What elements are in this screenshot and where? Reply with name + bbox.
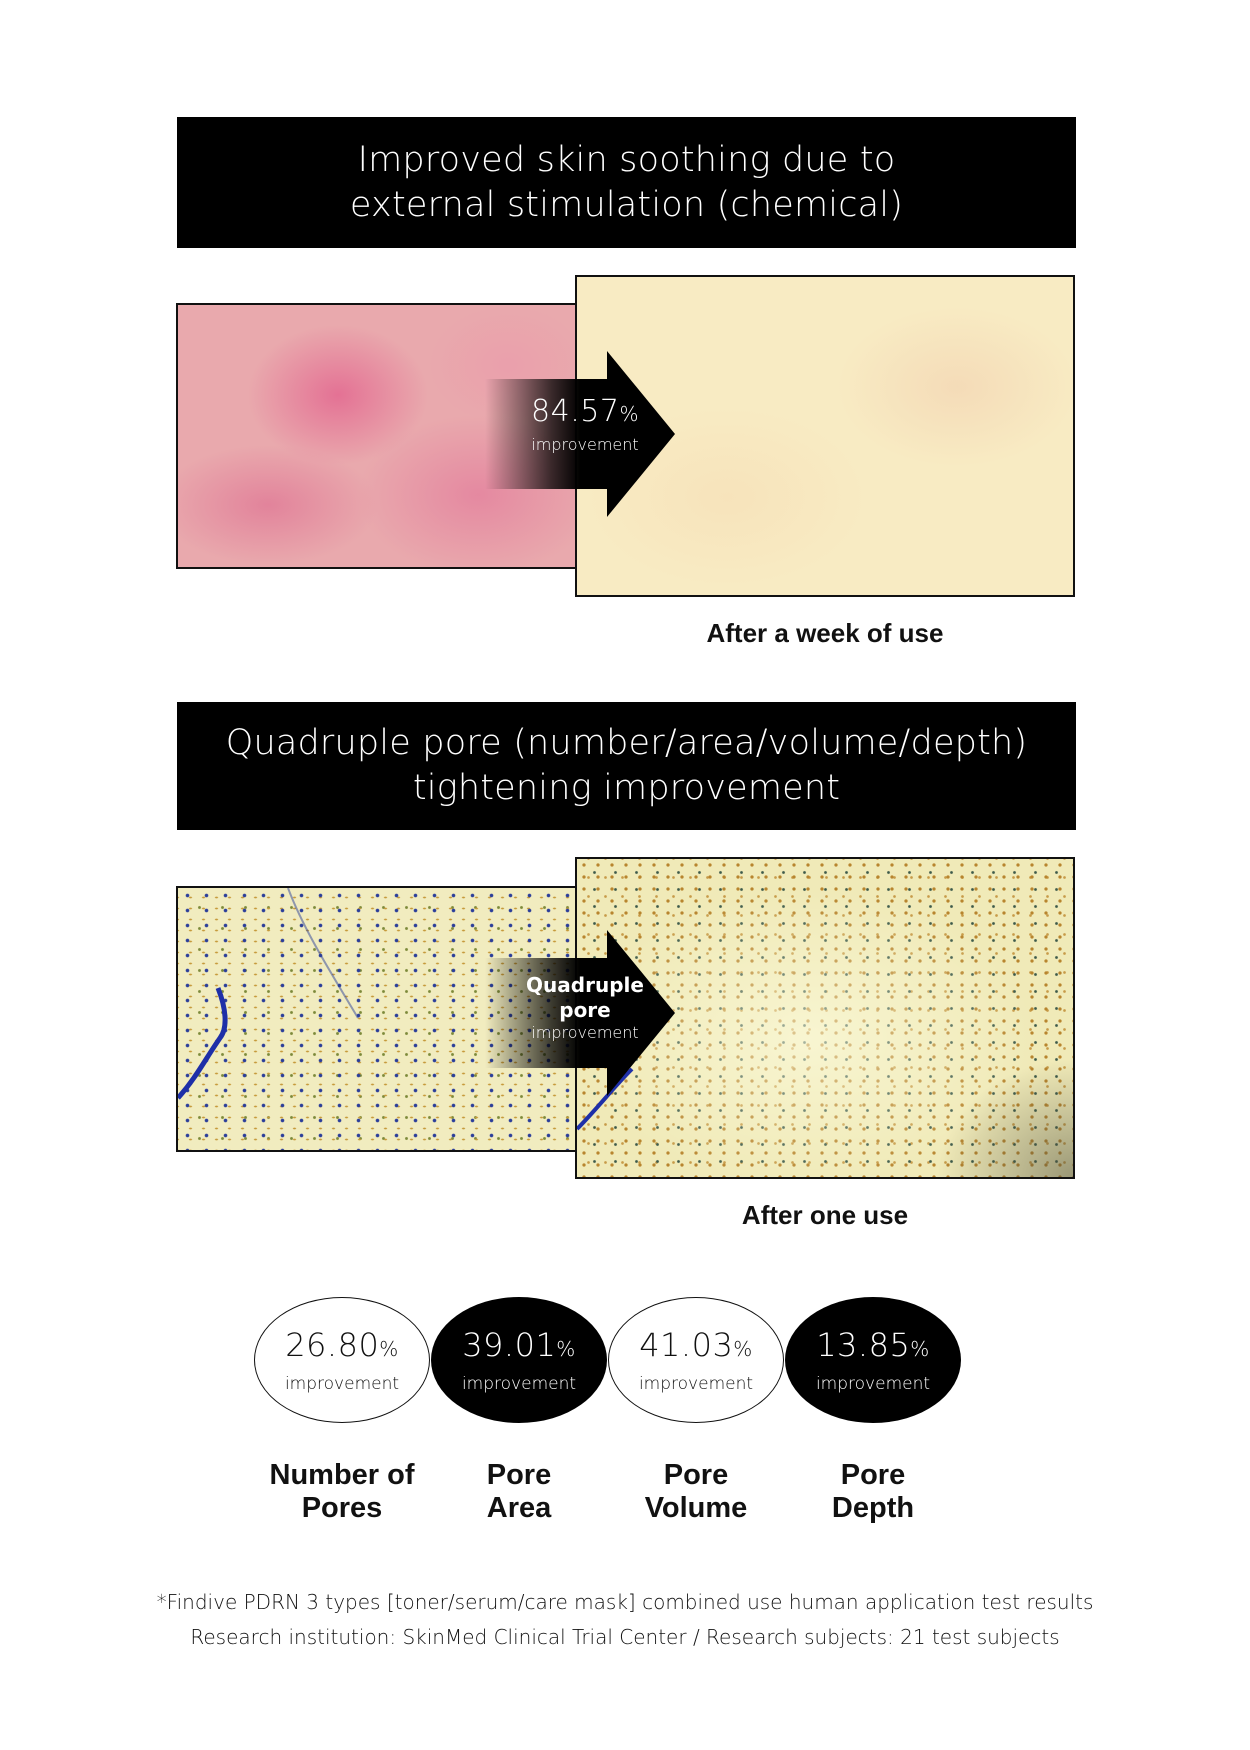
- metric-label: improvement: [638, 1374, 754, 1394]
- metric-name-line: Pore: [663, 1459, 729, 1491]
- metric-name-pore-volume: [608, 1459, 784, 1525]
- pore-badge-line-2: pore: [559, 998, 611, 1022]
- soothing-title-line-1: Improved skin soothing due to: [357, 139, 896, 180]
- metric-name-line: Area: [486, 1492, 552, 1524]
- metric-label: improvement: [815, 1374, 931, 1394]
- metric-value: 41.03%: [639, 1326, 753, 1364]
- soothing-improvement-value: 84.57%: [531, 394, 639, 429]
- metric-ellipse-pore-volume: [608, 1297, 784, 1423]
- soothing-title-line-2: external stimulation (chemical): [349, 184, 904, 225]
- metric-name-line: Depth: [831, 1492, 915, 1524]
- soothing-improvement-label: improvement: [531, 435, 639, 454]
- metric-value: 26.80%: [285, 1326, 399, 1364]
- metric-name-pore-area: [431, 1459, 607, 1525]
- pore-badge-line-1: Quadruple: [526, 973, 644, 997]
- metric-label: improvement: [461, 1374, 577, 1394]
- pore-title-line-2: tightening improvement: [412, 768, 841, 808]
- metric-value: 13.85%: [816, 1326, 930, 1364]
- metric-ellipse-pore-area: [431, 1297, 607, 1423]
- test-footnote: *Findive PDRN 3 types [toner/serum/care mask] combined use human application test results: [156, 1590, 1094, 1614]
- metric-name-line: Pore: [840, 1459, 906, 1491]
- metric-name-line: Volume: [644, 1492, 748, 1524]
- pore-badge-sub: improvement: [531, 1023, 639, 1042]
- metric-name-line: Number of: [269, 1459, 415, 1491]
- metric-name-line: Pore: [486, 1459, 552, 1491]
- research-footnote: Research institution: SkinMed Clinical Trial Center / Research subjects: 21 test subjects: [190, 1625, 1060, 1649]
- pore-title-line-1: Quadruple pore (number/area/volume/depth): [225, 723, 1028, 763]
- metric-name-pore-depth: [785, 1459, 961, 1525]
- metric-ellipse-number-of-pores: [254, 1297, 430, 1423]
- pore-after-caption: After one use: [741, 1200, 909, 1230]
- metric-ellipse-pore-depth: [785, 1297, 961, 1423]
- metric-value: 39.01%: [462, 1326, 576, 1364]
- metric-name-line: Pores: [301, 1492, 383, 1524]
- pore-title-banner: [177, 702, 1076, 830]
- pore-improvement-badge: [520, 973, 650, 1042]
- soothing-title-banner: [177, 117, 1076, 248]
- soothing-after-caption: After a week of use: [706, 618, 944, 648]
- soothing-improvement-badge: [520, 394, 650, 454]
- metric-label: improvement: [284, 1374, 400, 1394]
- metric-name-number-of-pores: [254, 1459, 430, 1525]
